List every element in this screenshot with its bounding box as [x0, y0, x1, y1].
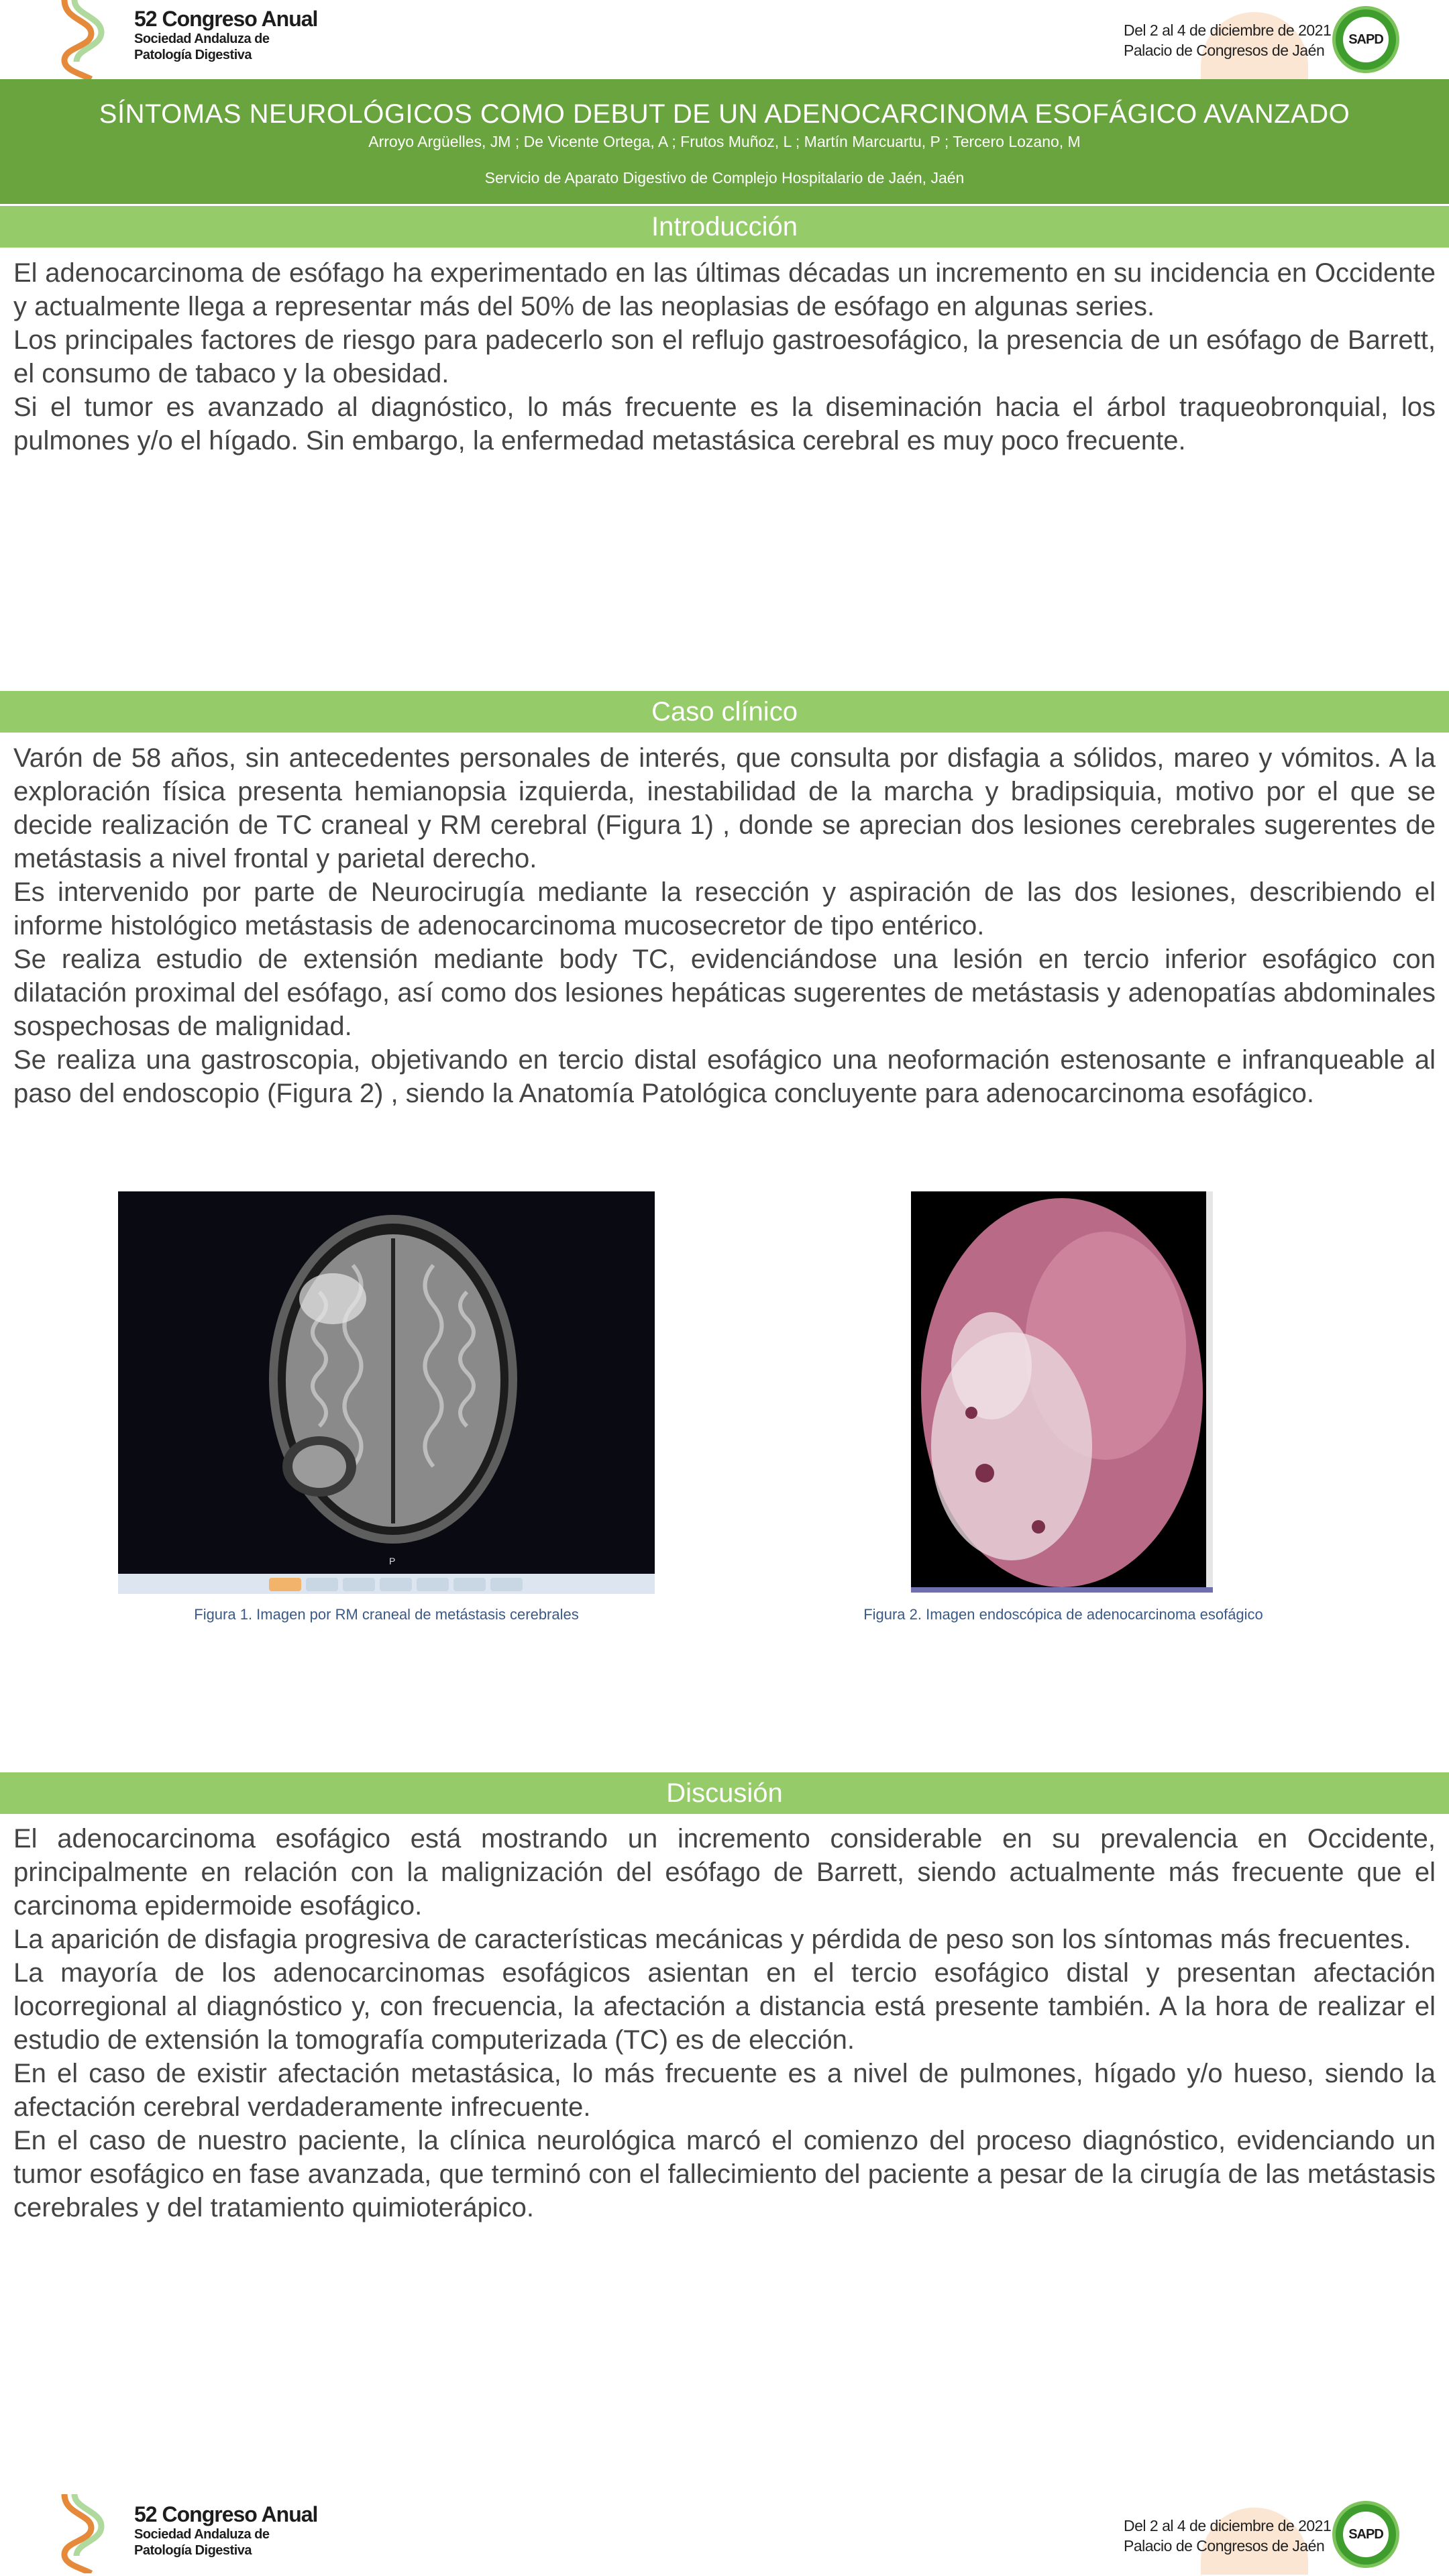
discussion-paragraph: La aparición de disfagia progresiva de características mecánicas y pérdida de peso son los síntomas más frecuentes. [13, 1925, 1411, 1954]
section-heading-caso-clinico: Caso clínico [0, 691, 1449, 733]
poster-title: SÍNTOMAS NEUROLÓGICOS COMO DEBUT DE UN ADENOCARCINOMA ESOFÁGICO AVANZADO [99, 99, 1350, 129]
section-heading-discusion: Discusión [0, 1772, 1449, 1814]
case-paragraph: Es intervenido por parte de Neurocirugía mediante la resección y aspiración de las dos lesiones, describiendo el informe histológico metástasis de adenocarcinoma mucosecretor de tipo entérico. [13, 877, 1436, 941]
case-paragraph: Se realiza estudio de extensión mediante body TC, evidenciándose una lesión en tercio inferior esofágico con dilatación proximal del esófago, así como dos lesiones hepáticas sugerentes de metástasis y adenopatías abdominales sospechosas de malignidad. [13, 945, 1436, 1041]
mri-scan-graphic [118, 1191, 655, 1594]
sapd-seal-icon: SAPD [1332, 2501, 1399, 2568]
orientation-marker: P [389, 1556, 396, 1566]
case-body [13, 741, 1436, 1110]
case-paragraph: Varón de 58 años, sin antecedentes personales de interés, que consulta por disfagia a sólidos, mareo y vómitos. A la exploración física presenta hemianopsia izquierda, inestabilidad de la marcha y bradipsiquia, motivo por el que se decide realización de TC craneal y RM cerebral (Figura 1) , donde se aprecian dos lesiones cerebrales sugerentes de metástasis a nivel frontal y parietal derecho. [13, 743, 1436, 873]
event-dates: Del 2 al 4 de diciembre de 2021 Palacio de Congresos de Jaén [1124, 21, 1332, 59]
intro-paragraph: El adenocarcinoma de esófago ha experimentado en las últimas décadas un incremento en su incidencia en Occidente y actualmente llega a representar más del 50% de las neoplasias de esófago en algunas series. [13, 258, 1436, 321]
discussion-paragraph: En el caso de nuestro paciente, la clínica neurológica marcó el comienzo del proceso diagnóstico, evidenciando un tumor esofágico en fase avanzada, que terminó con el fallecimiento del paciente a pesar de la cirugía de las metástasis cerebrales y del tratamiento quimioterápico. [13, 2126, 1436, 2222]
congress-logo-icon [51, 0, 111, 79]
bottom-footer [0, 2482, 1449, 2576]
viewer-toolbar [269, 1578, 523, 1591]
figure-2-endoscopy-image [911, 1191, 1213, 1593]
intro-paragraph: Los principales factores de riesgo para padecerlo son el reflujo gastroesofágico, la presencia de un esófago de Barrett, el consumo de tabaco y la obesidad. [13, 325, 1436, 388]
sapd-seal-icon: SAPD [1332, 6, 1399, 73]
event-dates: Del 2 al 4 de diciembre de 2021 Palacio de Congresos de Jaén [1124, 2517, 1332, 2555]
title-band [0, 79, 1449, 204]
section-heading-introduccion: Introducción [0, 206, 1449, 248]
affiliation-line: Servicio de Aparato Digestivo de Complejo Hospitalario de Jaén, Jaén [484, 169, 965, 186]
congress-logo-icon [51, 2494, 111, 2573]
discussion-body [13, 1822, 1436, 2224]
intro-body [13, 256, 1436, 458]
discussion-paragraph: El adenocarcinoma esofágico está mostrando un incremento considerable en su prevalencia en Occidente, principalmente en relación con la malignización del esófago de Barrett, siendo actualmente más frecuente que el carcinoma epidermoide esofágico. [13, 1824, 1436, 1921]
authors-line: Arroyo Argüelles, JM ; De Vicente Ortega, A ; Frutos Muñoz, L ; Martín Marcuartu, P ; Tercero Lozano, M [368, 133, 1081, 150]
top-header [0, 0, 1449, 79]
case-paragraph: Se realiza una gastroscopia, objetivando en tercio distal esofágico una neoformación estenosante e infranqueable al paso del endoscopio (Figura 2) , siendo la Anatomía Patológica concluyente para adenocarcinoma esofágico. [13, 1045, 1436, 1108]
figure-2-caption: Figura 2. Imagen endoscópica de adenocarcinoma esofágico [863, 1606, 1263, 1623]
discussion-paragraph: La mayoría de los adenocarcinomas esofágicos asientan en el tercio esofágico distal y presentan afectación locorregional al diagnóstico y, con frecuencia, la afectación a distancia está presente también. A la hora de realizar el estudio de extensión la tomografía computerizada (TC) es de elección. [13, 1958, 1436, 2055]
figure-1-caption: Figura 1. Imagen por RM craneal de metástasis cerebrales [194, 1606, 579, 1623]
congress-name: 52 Congreso Anual Sociedad Andaluza de Patología Digestiva [134, 7, 318, 62]
intro-paragraph: Si el tumor es avanzado al diagnóstico, lo más frecuente es la diseminación hacia el árbol traqueobronquial, los pulmones y/o el hígado. Sin embargo, la enfermedad metastásica cerebral es muy poco frecuente. [13, 392, 1436, 455]
discussion-paragraph: En el caso de existir afectación metastásica, lo más frecuente es a nivel de pulmones, hígado y/o hueso, siendo la afectación cerebral verdaderamente infrecuente. [13, 2059, 1436, 2122]
congress-name: 52 Congreso Anual Sociedad Andaluza de Patología Digestiva [134, 2502, 318, 2558]
endoscopy-graphic [911, 1191, 1213, 1593]
figure-1-brain-mri-image [118, 1191, 655, 1594]
